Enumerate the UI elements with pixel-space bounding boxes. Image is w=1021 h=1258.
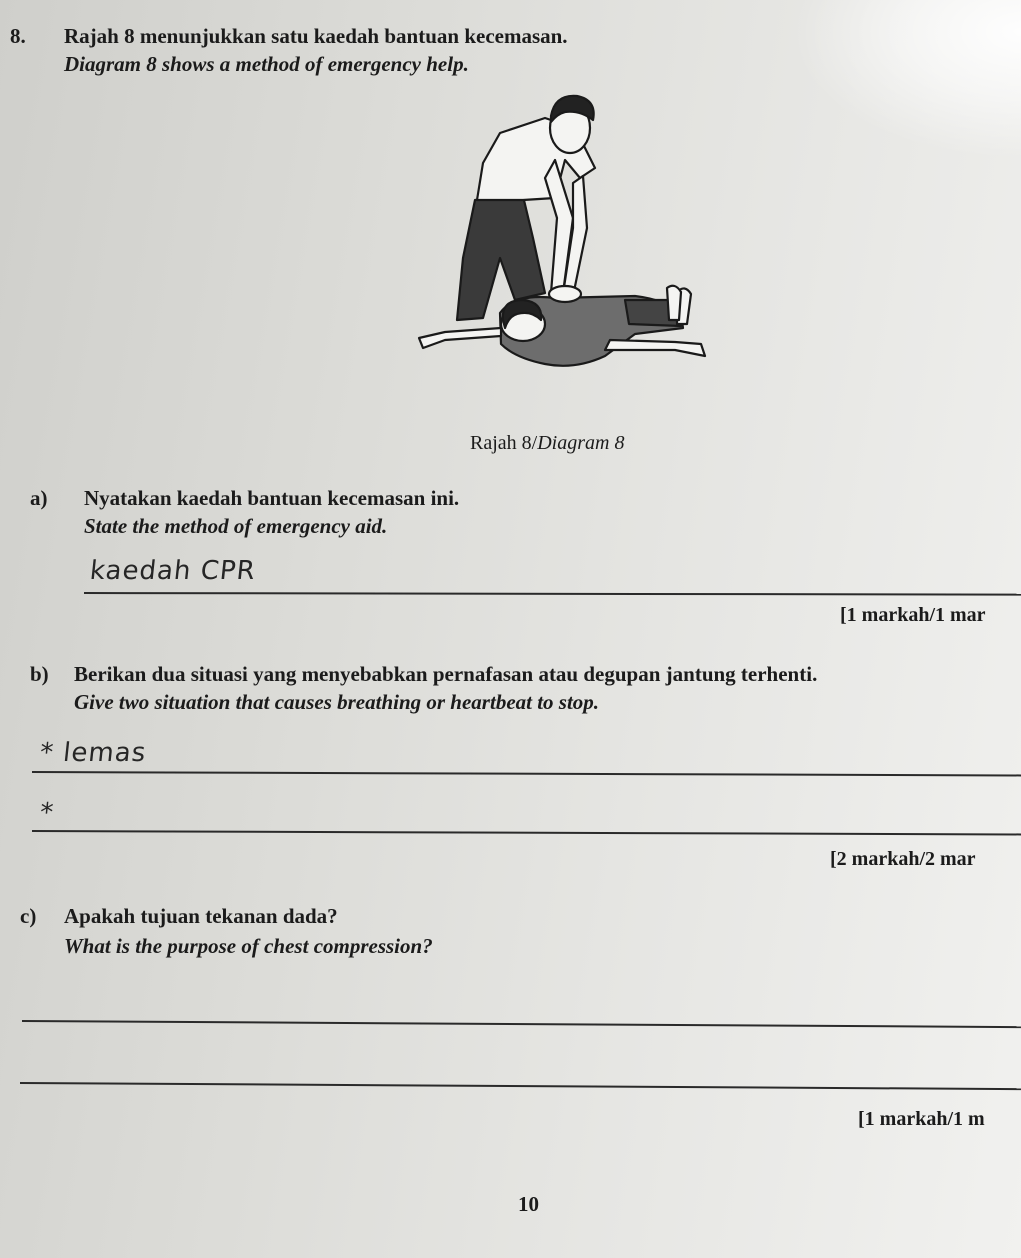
part-b-letter: b) — [30, 662, 49, 686]
part-a-prompt-ms: Nyatakan kaedah bantuan kecemasan ini. — [84, 486, 460, 510]
part-c-prompt-ms: Apakah tujuan tekanan dada? — [64, 904, 338, 928]
part-c-answer-line-1 — [22, 1020, 1021, 1028]
page-number: 10 — [518, 1192, 539, 1216]
part-b-answer-line-2 — [32, 830, 1021, 835]
caption-ms: Rajah 8/ — [470, 432, 538, 454]
caption-en: Diagram 8 — [537, 432, 625, 454]
question-intro-en: Diagram 8 shows a method of emergency help. — [64, 52, 469, 76]
part-a-prompt-en: State the method of emergency aid. — [84, 514, 388, 538]
part-a-handwritten-answer: kaedah CPR — [88, 556, 258, 586]
part-a-letter: a) — [30, 486, 48, 510]
part-c-prompt-en: What is the purpose of chest compression? — [64, 934, 433, 958]
part-c-answer-line-2 — [20, 1082, 1021, 1090]
question-intro-ms: Rajah 8 menunjukkan satu kaedah bantuan kecemasan. — [64, 24, 568, 48]
part-b-handwritten-answer-1: * lemas — [38, 738, 148, 768]
light-glare — [791, 0, 1021, 160]
cpr-illustration — [405, 88, 725, 378]
diagram-caption — [470, 432, 624, 455]
part-b-handwritten-answer-2: * — [38, 798, 56, 828]
part-c-letter: c) — [20, 904, 37, 928]
part-b-prompt-ms: Berikan dua situasi yang menyebabkan pernafasan atau degupan jantung terhenti. — [74, 662, 818, 686]
part-c-marks: [1 markah/1 m — [858, 1108, 985, 1130]
part-a-marks: [1 markah/1 mar — [840, 604, 986, 626]
part-b-prompt-en: Give two situation that causes breathing or heartbeat to stop. — [74, 690, 600, 714]
part-a-answer-line — [84, 592, 1021, 595]
part-b-marks: [2 markah/2 mar — [830, 848, 976, 870]
part-b-answer-line-1 — [32, 771, 1021, 776]
question-number: 8. — [10, 24, 26, 48]
